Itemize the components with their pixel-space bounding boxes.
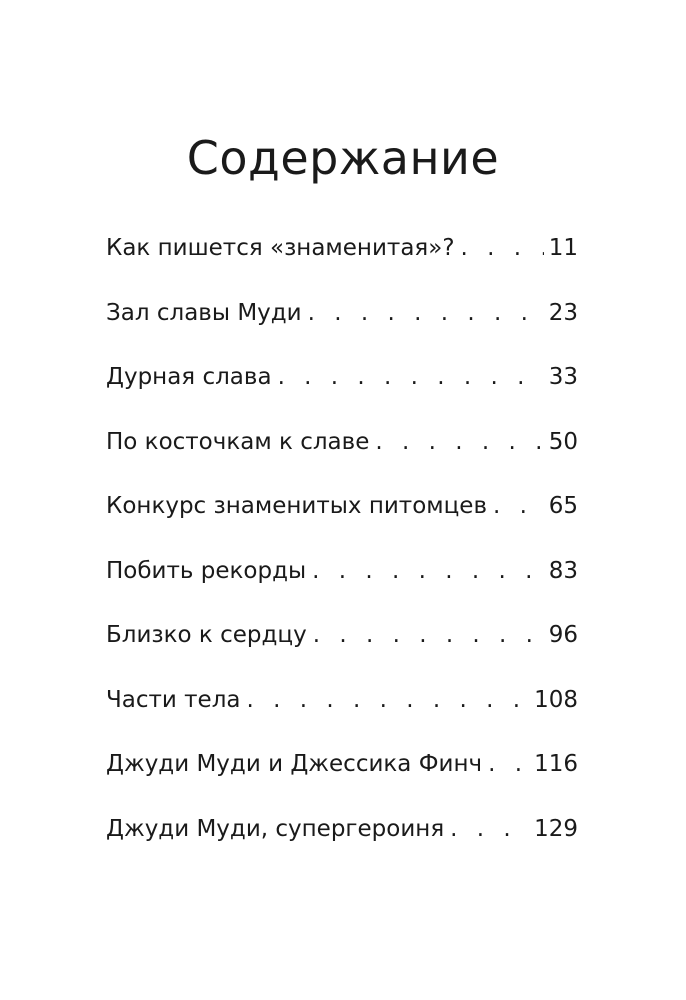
toc-entry-title: Джуди Муди и Джессика Финч — [106, 751, 483, 777]
toc-entry-title: Конкурс знаменитых питомцев — [106, 493, 487, 519]
toc-entry — [106, 287, 578, 352]
toc-entry — [106, 674, 578, 739]
toc-entry-page: 50 — [548, 428, 578, 455]
toc-leader-dots — [493, 480, 544, 532]
toc-entry-page: 116 — [534, 751, 578, 777]
toc-entry — [106, 416, 578, 481]
toc-entry — [106, 609, 578, 674]
toc-entry-page: 33 — [548, 364, 578, 390]
toc-leader-dots — [450, 803, 530, 855]
toc-leader-dots — [312, 545, 544, 597]
toc-entry-page: 11 — [548, 235, 578, 261]
toc-entry — [106, 351, 578, 416]
toc-leader-dots — [247, 674, 531, 726]
toc-entry-title: Побить рекорды — [106, 557, 307, 584]
toc-entry-title: Части тела — [106, 686, 241, 713]
toc-entry-title: Как пишется «знаменитая»? — [106, 235, 455, 261]
toc-entry — [106, 738, 578, 803]
toc-entry — [106, 803, 578, 868]
toc-entry-page: 65 — [548, 493, 578, 519]
toc-leader-dots — [375, 416, 544, 468]
toc-leader-dots — [308, 287, 544, 339]
toc-leader-dots — [488, 738, 530, 790]
toc-entry — [106, 222, 578, 287]
toc-entry-title: Зал славы Муди — [106, 299, 302, 326]
toc-entry-title: Дурная слава — [106, 364, 272, 390]
toc-entry — [106, 545, 578, 610]
toc-entry-page: 129 — [534, 815, 578, 842]
toc-entry-page: 96 — [548, 622, 578, 648]
page-title: Содержание — [186, 131, 500, 185]
toc-leader-dots — [313, 609, 544, 661]
table-of-contents — [106, 222, 578, 867]
toc-entry-title: Близко к сердцу — [106, 622, 307, 648]
toc-entry-title: По косточкам к славе — [106, 428, 370, 455]
toc-leader-dots — [278, 351, 544, 403]
toc-leader-dots — [461, 222, 544, 274]
toc-entry — [106, 480, 578, 545]
toc-entry-page: 108 — [534, 686, 578, 713]
toc-entry-title: Джуди Муди, супергероиня — [106, 815, 445, 842]
toc-entry-page: 23 — [548, 299, 578, 326]
toc-entry-page: 83 — [548, 557, 578, 584]
